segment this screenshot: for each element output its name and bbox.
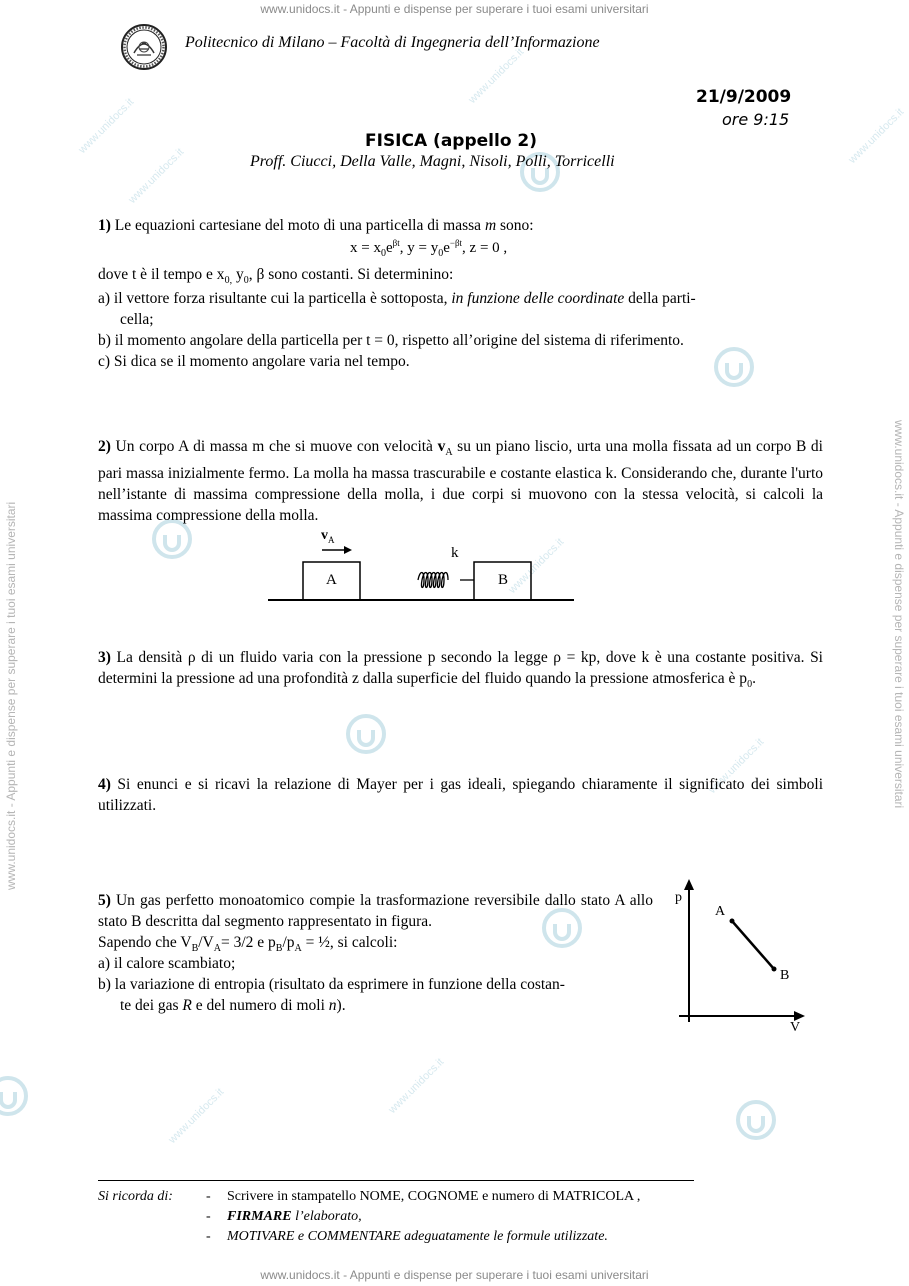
q1-intro: 1) Le equazioni cartesiane del moto di una particella di massa m sono: <box>98 217 534 234</box>
q1-item-a: a) il vettore forza risultante cui la particella è sottoposta, in funzione delle coordinate della parti- <box>98 290 696 307</box>
watermark-left: www.unidocs.it - Appunti e dispense per superare i tuoi esami universitari <box>4 501 18 890</box>
professors: Proff. Ciucci, Della Valle, Magni, Nisoli, Polli, Torricelli <box>250 153 615 170</box>
faint-watermark: www.unidocs.it <box>466 46 527 106</box>
faint-watermark: www.unidocs.it <box>386 1056 447 1116</box>
faint-watermark: www.unidocs.it <box>506 536 567 596</box>
faint-watermark: www.unidocs.it <box>706 736 767 796</box>
footer-item-3: MOTIVARE e COMMENTARE adeguatamente le formule utilizzate. <box>227 1229 608 1244</box>
q5-given: Sapendo che $V_B/V_A= 3/2$ e $p_B/p_A$ = ½, si calcoli: <box>98 934 398 955</box>
watermark-right: www.unidocs.it - Appunti e dispense per superare i tuoi esami universitari <box>892 420 906 809</box>
q5-fig-point-a: A <box>715 904 726 919</box>
q2-fig-block-a: A <box>326 572 337 588</box>
watermark-logo-icon <box>344 712 388 756</box>
q5-pv-diagram <box>676 876 808 1026</box>
faint-watermark: www.unidocs.it <box>166 1086 227 1146</box>
footer-item-1: Scrivere in stampatello NOME, COGNOME e numero di MATRICOLA , <box>227 1189 641 1204</box>
exam-date: 21/9/2009 <box>696 87 792 107</box>
q5-text: 5) Un gas perfetto monoatomico compie la trasformazione reversibile dallo stato A allo stato B descritta dal segmento rappresentato in figura. <box>98 892 653 930</box>
q5-fig-point-b: B <box>780 968 790 983</box>
footer-label: Si ricorda di: <box>98 1189 173 1204</box>
watermark-logo-icon <box>712 345 756 389</box>
q2-text: 2) Un corpo A di massa m che si muove con velocità $v_A$ su un piano liscio, urta una molla fissata ad un corpo B di pari massa inizialmente fermo. La molla ha massa trascurabile e costante elastica k. Considerando che, durante l'urto nell’istante di massima compressione della molla, i due corpi si muovono con la stessa velocità, si calcoli la massima compressione della molla. <box>98 438 823 525</box>
footer-item-2: FIRMARE l’elaborato, <box>227 1209 362 1224</box>
q5-item-b-cont: te dei gas R e del numero di moli n). <box>120 997 346 1014</box>
university-seal-icon <box>120 23 168 71</box>
watermark-top: www.unidocs.it - Appunti e dispense per superare i tuoi esami universitari <box>260 2 649 16</box>
q1-item-a-cont: cella; <box>120 311 154 328</box>
footer-dash: - <box>206 1189 211 1204</box>
q2-fig-velocity-label: $v_A$ <box>321 528 335 545</box>
q5-item-b: b) la variazione di entropia (risultato da esprimere in funzione della costan- <box>98 976 565 993</box>
q1-equations: $x = x_0e^{\beta t}$, $y = y_0e^{-\beta t}$, z = 0 , <box>350 238 508 259</box>
exam-time: ore 9:15 <box>722 110 790 129</box>
watermark-bottom: www.unidocs.it - Appunti e dispense per superare i tuoi esami universitari <box>260 1268 649 1282</box>
watermark-logo-icon <box>0 1074 30 1118</box>
faint-watermark: www.unidocs.it <box>76 96 137 156</box>
q1-item-b: b) il momento angolare della particella per t = 0, rispetto all’origine del sistema di riferimento. <box>98 332 684 349</box>
q5-fig-v-axis: V <box>790 1020 801 1035</box>
q2-fig-block-b: B <box>498 572 509 588</box>
q1-item-c: c) Si dica se il momento angolare varia nel tempo. <box>98 353 410 370</box>
q2-fig-k-label: k <box>451 545 459 561</box>
footer-dash: - <box>206 1229 211 1244</box>
exam-title: FISICA (appello 2) <box>365 131 538 151</box>
q2-spring-figure <box>264 528 579 606</box>
q4-text: 4) Si enunci e si ricavi la relazione di Mayer per i gas ideali, spiegando chiaramente il significato dei simboli utilizzati. <box>98 776 823 814</box>
q5-item-a: a) il calore scambiato; <box>98 955 236 972</box>
footer-dash: - <box>206 1209 211 1224</box>
q3-text: 3) La densità ρ di un fluido varia con la pressione p secondo la legge ρ = kp, dove k è una costante positiva. Si determini la pressione ad una profondità z dalla superficie del fluido quando la pressione atmosferica è $p_0$. <box>98 649 823 691</box>
watermark-logo-icon <box>734 1098 778 1142</box>
q1-dove: dove t è il tempo e $x_{0,}$ $y_0$, β sono costanti. Si determinino: <box>98 266 454 287</box>
faint-watermark: www.unidocs.it <box>126 146 187 206</box>
faint-watermark: www.unidocs.it <box>846 106 907 166</box>
q5-fig-p-axis: p <box>675 890 682 905</box>
footer-divider <box>98 1180 694 1181</box>
institution-name: Politecnico di Milano – Facoltà di Ingegneria dell’Informazione <box>185 34 600 51</box>
